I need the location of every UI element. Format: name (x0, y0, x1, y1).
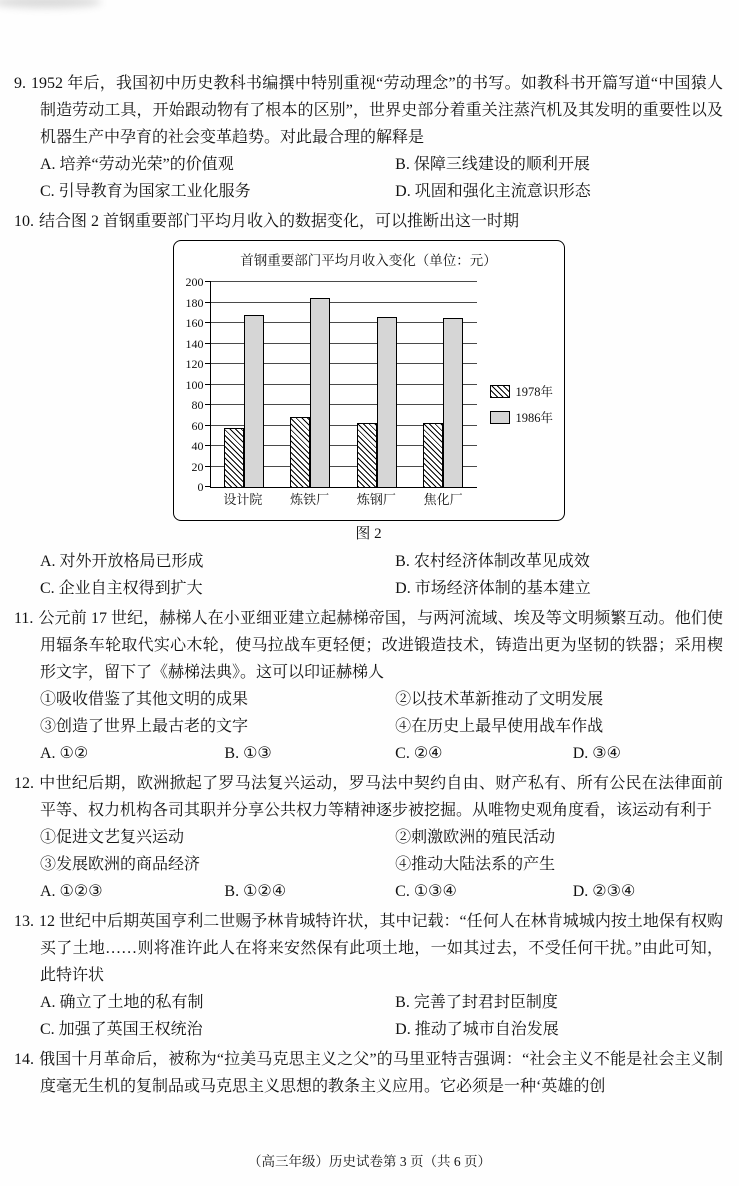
bar-1978年-焦化厂 (423, 423, 443, 487)
question-11-item-2: ②以技术革新推动了文明发展 (395, 691, 604, 708)
question-12-stem (14, 770, 723, 824)
question-12-item-4: ④推动大陆法系的产生 (395, 856, 556, 873)
question-11-answer-c: C. ②④ (395, 745, 443, 762)
question-12-answer-a: A. ①②③ (40, 883, 103, 900)
bar-group-焦化厂 (410, 282, 477, 487)
question-10-option-c: C. 企业自主权得到扩大 (40, 580, 203, 597)
bar-1986年-炼钢厂 (377, 317, 397, 487)
x-category-label: 设计院 (223, 492, 263, 507)
chart-title: 首钢重要部门平均月收入变化（单位：元） (240, 253, 497, 268)
legend-swatch (490, 411, 510, 424)
question-12-answer-c: C. ①③④ (395, 883, 457, 900)
question-11-item-3: ③创造了世界上最古老的文字 (40, 718, 249, 735)
question-12-answer-d: D. ②③④ (572, 883, 636, 900)
chart-plot (210, 282, 477, 488)
question-11-answer-b: B. ①③ (224, 745, 272, 762)
bar-group-炼钢厂 (344, 282, 411, 487)
question-9-number: 9. (14, 75, 26, 92)
bar-1978年-炼钢厂 (357, 423, 377, 487)
y-tick-label: 100 (185, 377, 204, 392)
question-9-text: 1952 年后，我国初中历史教科书编撰中特别重视“劳动理念”的书写。如教科书开篇写道“中国猿人制造劳动工具，开始跟动物有了根本的区别”，世界史部分着重关注蒸汽机及其发明的重要性以及机器生产中孕育的社会变革趋势。对此最合理的解释是 (31, 75, 723, 146)
question-9-option-a: A. 培养“劳动光荣”的价值观 (40, 156, 234, 173)
chart-y-axis (180, 275, 210, 494)
question-11-answers (14, 740, 723, 767)
question-12-item-3: ③发展欧洲的商品经济 (40, 856, 201, 873)
question-13-stem (14, 908, 723, 989)
chart-legend (490, 374, 554, 434)
question-11-number: 11. (14, 610, 34, 627)
question-10 (14, 208, 723, 602)
y-tick-label: 60 (191, 418, 204, 433)
y-tick-label: 160 (185, 316, 204, 330)
question-9-options (14, 151, 723, 205)
question-10-option-d: D. 市场经济体制的基本建立 (395, 580, 591, 597)
bar-group-炼铁厂 (277, 282, 344, 487)
question-10-stem (14, 208, 723, 235)
question-9-stem (14, 70, 723, 151)
question-12-answers (14, 878, 723, 905)
question-13-number: 13. (14, 913, 34, 930)
y-tick-label: 40 (191, 439, 204, 453)
question-13-options (14, 989, 723, 1043)
question-11-answer-a: A. ①② (40, 745, 89, 762)
bar-1986年-设计院 (244, 315, 264, 487)
bar-1978年-设计院 (224, 428, 244, 487)
question-9-option-d: D. 巩固和强化主流意识形态 (395, 183, 591, 200)
question-12-text: 中世纪后期，欧洲掀起了罗马法复兴运动，罗马法中契约自由、财产私有、所有公民在法律面前平等、权力机构各司其职并分享公共权力等精神逐步被挖掘。从唯物史观角度看，该运动有利于 (39, 775, 723, 819)
question-11-items (14, 686, 723, 740)
legend-item-1978年 (490, 382, 554, 400)
question-9-option-c: C. 引导教育为国家工业化服务 (40, 183, 251, 200)
question-12-number: 12. (14, 775, 34, 792)
bar-groups (211, 282, 477, 487)
chart-figure (14, 240, 723, 547)
page-footer: （高三年级）历史试卷第 3 页（共 6 页） (248, 1154, 491, 1169)
legend-swatch (490, 385, 510, 398)
y-tick-label: 20 (191, 459, 204, 474)
question-13-option-b: B. 完善了封君封臣制度 (395, 994, 558, 1011)
question-11-answer-d: D. ③④ (572, 745, 621, 762)
bar-1978年-炼铁厂 (290, 417, 310, 487)
legend-label: 1986年 (515, 411, 554, 425)
question-14-text: 俄国十月革命后，被称为“拉美马克思主义之父”的马里亚特吉强调：“社会主义不能是社会主义制度毫无生机的复制品或马克思主义思想的教条主义应用。它必须是一种‘英雄的创 (39, 1051, 723, 1095)
question-14-number: 14. (14, 1051, 34, 1068)
chart-box (173, 240, 565, 521)
bar-1986年-焦化厂 (443, 318, 463, 487)
y-tick-label: 180 (185, 295, 204, 310)
legend-label: 1978年 (515, 385, 554, 399)
question-12 (14, 770, 723, 905)
question-12-answer-b: B. ①②④ (224, 883, 287, 900)
question-12-items (14, 824, 723, 878)
chart-plot-column (210, 282, 477, 508)
x-category-label: 炼钢厂 (356, 492, 396, 507)
question-9-option-b: B. 保障三线建设的顺利开展 (395, 156, 590, 173)
question-9 (14, 70, 723, 205)
question-10-text: 结合图 2 首钢重要部门平均月收入的数据变化，可以推断出这一时期 (39, 213, 520, 230)
question-13-option-c: C. 加强了英国王权统治 (40, 1021, 203, 1038)
question-12-item-1: ①促进文艺复兴运动 (40, 829, 185, 846)
y-tick-label: 200 (185, 275, 204, 289)
question-13-option-d: D. 推动了城市自治发展 (395, 1021, 559, 1038)
y-tick-label: 0 (197, 480, 204, 494)
question-13-option-a: A. 确立了土地的私有制 (40, 994, 204, 1011)
question-14 (14, 1046, 723, 1100)
bar-1986年-炼铁厂 (310, 298, 330, 487)
question-12-item-2: ②刺激欧洲的殖民活动 (395, 829, 556, 846)
legend-item-1986年 (490, 408, 554, 426)
chart-x-axis (210, 492, 477, 508)
question-11 (14, 605, 723, 767)
figure-caption: 图 2 (355, 526, 382, 542)
x-category-label: 焦化厂 (423, 492, 463, 507)
y-tick-label: 80 (191, 398, 204, 412)
question-11-item-4: ④在历史上最早使用战车作战 (395, 718, 604, 735)
question-10-number: 10. (14, 213, 34, 230)
question-13 (14, 908, 723, 1043)
y-tick-label: 120 (185, 357, 204, 371)
bar-group-设计院 (211, 282, 278, 487)
question-11-text: 公元前 17 世纪，赫梯人在小亚细亚建立起赫梯帝国，与两河流域、埃及等文明频繁互动。他们使用辐条车轮取代实心木轮，使马拉战车更轻便；改进锻造技术，铸造出更为坚韧的铁器；采用楔形文字，留下了《赫梯法典》。这可以印证赫梯人 (38, 610, 723, 681)
question-13-text: 12 世纪中后期英国亨利二世赐予林肯城特许状，其中记载：“任何人在林肯城城内按土地保有权购买了土地……则将准许此人在将来安然保有此项土地，一如其过去，不受任何干扰。”由此可知，此特许状 (39, 913, 723, 984)
chart-main (180, 275, 558, 508)
question-11-stem (14, 605, 723, 686)
question-10-options (14, 548, 723, 602)
question-14-stem (14, 1046, 723, 1100)
question-11-item-1: ①吸收借鉴了其他文明的成果 (40, 691, 249, 708)
question-10-option-a: A. 对外开放格局已形成 (40, 553, 204, 570)
question-10-option-b: B. 农村经济体制改革见成效 (395, 553, 590, 570)
y-tick-label: 140 (185, 336, 204, 351)
x-category-label: 炼铁厂 (290, 492, 330, 507)
